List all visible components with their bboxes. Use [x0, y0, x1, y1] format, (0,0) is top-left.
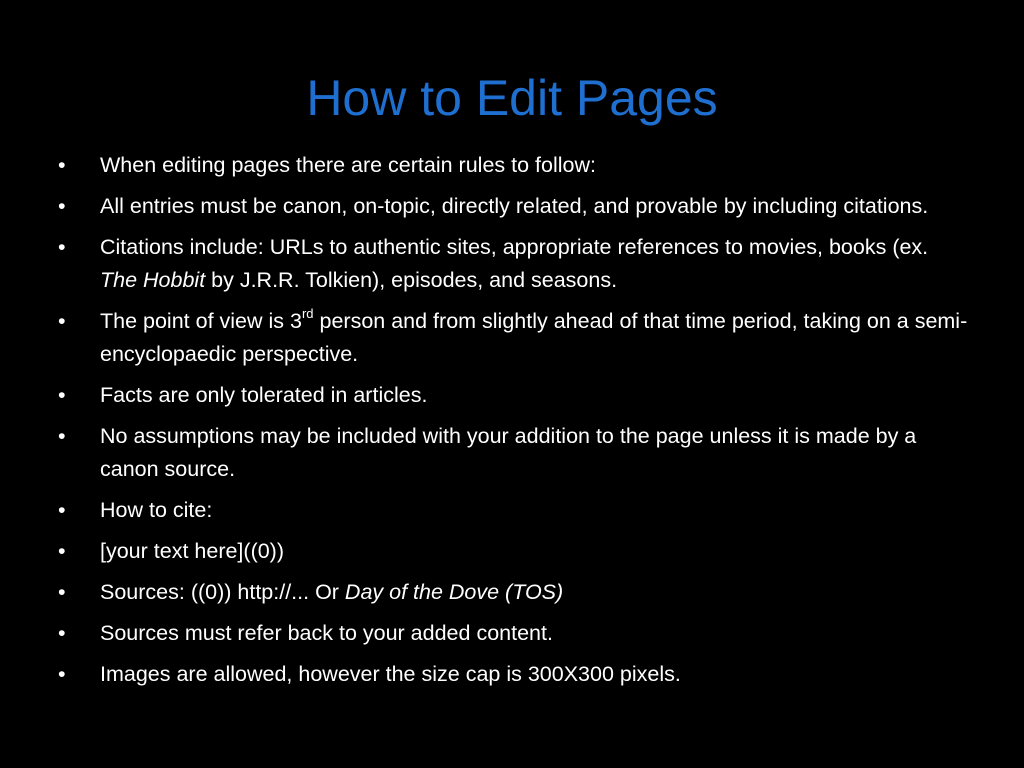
- bullet-item: [58, 576, 968, 609]
- bullet-dot-icon: •: [58, 235, 66, 259]
- bullet-text: Facts are only tolerated in articles.: [100, 383, 428, 407]
- bullet-text-before: Sources: ((0)) http://... Or: [100, 580, 345, 604]
- bullet-dot-icon: •: [58, 383, 66, 407]
- bullet-text: All entries must be canon, on-topic, directly related, and provable by including citations.: [100, 194, 929, 218]
- bullet-item: [58, 617, 968, 650]
- bullet-dot-icon: •: [58, 662, 66, 686]
- bullet-text-after: person and from slightly ahead of that time period, taking on a semi-encyclopaedic perspective.: [100, 309, 968, 366]
- bullet-text: Sources must refer back to your added content.: [100, 621, 553, 645]
- bullet-text-before: Citations include: URLs to authentic sites, appropriate references to movies, books (ex.: [100, 235, 929, 259]
- book-title: The Hobbit: [100, 268, 206, 292]
- bullet-item: [58, 494, 968, 527]
- bullet-dot-icon: •: [58, 580, 66, 604]
- bullet-list: [58, 149, 968, 699]
- bullet-dot-icon: •: [58, 153, 66, 177]
- ordinal-superscript: rd: [301, 305, 314, 321]
- bullet-item: [58, 231, 968, 297]
- bullet-item: [58, 149, 968, 182]
- bullet-item: [58, 305, 968, 371]
- bullet-text: [your text here]((0)): [100, 539, 284, 563]
- episode-title: Day of the Dove (TOS): [344, 580, 564, 604]
- bullet-item: [58, 190, 968, 223]
- bullet-item: [58, 535, 968, 568]
- bullet-dot-icon: •: [58, 424, 66, 448]
- bullet-text-after: by J.R.R. Tolkien), episodes, and seasons.: [205, 268, 618, 292]
- bullet-text: Images are allowed, however the size cap is 300X300 pixels.: [100, 662, 681, 686]
- bullet-dot-icon: •: [58, 539, 66, 563]
- bullet-text: How to cite:: [100, 498, 213, 522]
- bullet-item: [58, 379, 968, 412]
- bullet-dot-icon: •: [58, 498, 66, 522]
- bullet-text: When editing pages there are certain rules to follow:: [100, 153, 596, 177]
- bullet-dot-icon: •: [58, 194, 66, 218]
- bullet-text: No assumptions may be included with your addition to the page unless it is made by a canon source.: [100, 424, 917, 481]
- bullet-dot-icon: •: [58, 621, 66, 645]
- bullet-text-before: The point of view is 3: [100, 309, 302, 333]
- bullet-item: [58, 658, 968, 691]
- bullet-item: [58, 420, 968, 486]
- bullet-dot-icon: •: [58, 309, 66, 333]
- slide-title: How to Edit Pages: [306, 70, 718, 126]
